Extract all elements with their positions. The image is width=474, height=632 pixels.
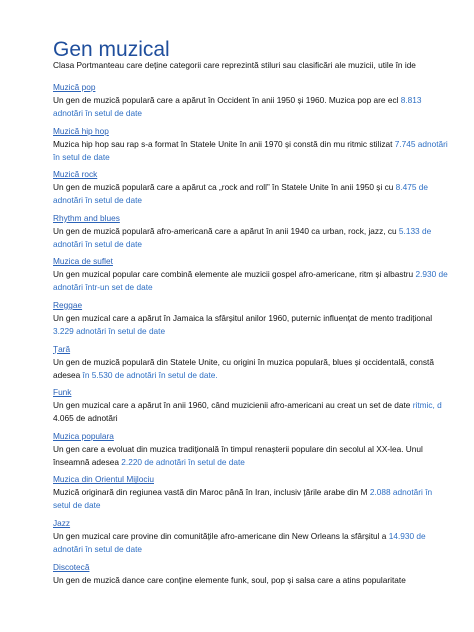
genre-entry-country <box>53 344 451 388</box>
genre-link-folk[interactable]: Muzica populara <box>53 430 114 441</box>
genre-list <box>53 82 451 605</box>
genre-description-text: Un gen muzical care provine din comunitățile afro-americane din New Orleans la sfârșitul a <box>53 530 389 541</box>
annotation-count: 7.745 adnotări în setul de date <box>53 138 448 162</box>
genre-link-reggae[interactable]: Reggae <box>53 299 83 310</box>
annotation-count: 2.220 de adnotări în setul de date <box>121 456 245 467</box>
genre-description-text: Un gen de muzică populară care a apărut în Occident în anii 1950 și 1960. Muzica pop are ecl <box>53 95 401 105</box>
genre-link-disco[interactable]: Discotecă <box>53 561 90 572</box>
genre-entry-soul <box>53 256 451 300</box>
genre-description-text: Muzica hip hop sau rap s-a format în Statele Unite în anii 1970 și constă din mu ritmic stilizat <box>53 138 395 149</box>
genre-description-text: Un gen de muzică dance care conține elemente funk, soul, pop și salsa care a atins popularitate <box>53 574 406 585</box>
annotation-count: 2.088 adnotări în setul de date <box>53 487 433 511</box>
page-title: Gen muzical <box>53 38 170 61</box>
genre-description-text: Un gen de muzică populară afro-americană care a apărut în anii 1940 ca urban, rock, jazz, cu <box>53 225 399 236</box>
genre-description-funk <box>53 399 451 425</box>
genre-entry-reggae <box>53 300 451 344</box>
genre-entry-rock <box>53 169 451 213</box>
genre-description-country <box>53 356 451 382</box>
genre-link-hip-hop[interactable]: Muzică hip hop <box>53 125 109 136</box>
annotation-count: în 5.530 de adnotări în setul de date. <box>82 369 218 380</box>
genre-description-pop <box>53 94 451 120</box>
annotation-count: 5.133 de adnotări în setul de date <box>53 225 432 249</box>
genre-description-text: Muzică originară din regiunea vastă din Maroc până în Iran, inclusiv țările arabe din M <box>53 487 370 498</box>
genre-link-jazz[interactable]: Jazz <box>53 517 71 528</box>
genre-entry-rhythm-and-blues <box>53 213 451 257</box>
genre-link-country[interactable]: Țară <box>53 343 71 354</box>
genre-description-reggae <box>53 312 451 338</box>
annotation-count: 8.475 de adnotări în setul de date <box>53 182 428 206</box>
genre-entry-middle-eastern <box>53 474 451 518</box>
genre-description-rock <box>53 181 451 207</box>
genre-link-funk[interactable]: Funk <box>53 387 72 398</box>
genre-description-text: Un gen de muzică populară care a apărut ca „rock and roll” în Statele Unite în anii 1950 și cu <box>53 182 396 193</box>
annotation-count: ritmic, d <box>412 400 442 411</box>
genre-description-folk <box>53 443 451 469</box>
genre-description-text: Un gen de muzică populară din Statele Unite, cu origini în muzica populară, blues și occidentală, constă adesea <box>53 356 434 380</box>
annotation-count: 8.813 adnotări în setul de date <box>53 95 422 118</box>
genre-link-pop[interactable]: Muzică pop <box>53 82 96 92</box>
genre-description-disco <box>53 574 451 587</box>
genre-description-extra: 4.065 de adnotări <box>53 413 118 424</box>
page-subtitle: Clasa Portmanteau care deține categorii care reprezintă stiluri sau clasificări ale muzicii, utile în ide <box>53 60 416 70</box>
genre-description-text: Un gen muzical popular care combină elemente ale muzicii gospel afro-americane, ritm și albastru <box>53 269 416 280</box>
genre-description-text: Un gen care a evoluat din muzica tradițională în timpul renașterii populare din secolul al XX-lea. Unul înseamnă adesea <box>53 443 423 467</box>
genre-entry-jazz <box>53 518 451 562</box>
genre-entry-disco <box>53 562 451 606</box>
genre-link-rhythm-and-blues[interactable]: Rhythm and blues <box>53 212 120 223</box>
genre-link-soul[interactable]: Muzica de suflet <box>53 256 113 267</box>
genre-description-middle-eastern <box>53 486 451 512</box>
genre-description-soul <box>53 268 451 294</box>
genre-description-jazz <box>53 530 451 556</box>
genre-link-middle-eastern[interactable]: Muzica din Orientul Mijlociu <box>53 474 154 485</box>
genre-description-hip-hop <box>53 138 451 164</box>
genre-entry-hip-hop <box>53 126 451 170</box>
genre-description-text: Un gen muzical care a apărut în Jamaica la sfârșitul anilor 1960, puternic influențat de mento tradițional <box>53 312 433 323</box>
genre-link-rock[interactable]: Muzică rock <box>53 169 98 180</box>
genre-description-text: Un gen muzical care a apărut în anii 1960, când muzicienii afro-americani au creat un set de date <box>53 400 413 411</box>
genre-entry-pop <box>53 82 451 126</box>
genre-description-rhythm-and-blues <box>53 225 451 251</box>
annotation-count: 2.930 de adnotări într-un set de date <box>53 269 448 293</box>
genre-entry-folk <box>53 431 451 475</box>
annotation-count: 14.930 de adnotări în setul de date <box>53 530 426 554</box>
genre-entry-funk <box>53 387 451 431</box>
annotation-count: 3.229 adnotări în setul de date <box>53 325 166 336</box>
